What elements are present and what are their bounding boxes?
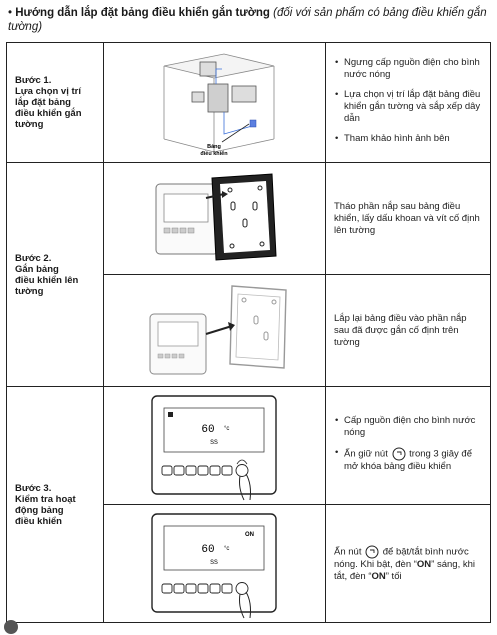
on-label: ON	[416, 558, 432, 570]
control-panel-on-diagram	[104, 506, 324, 622]
attach-panel-diagram	[104, 276, 324, 386]
step-2a-image	[104, 163, 326, 275]
step-3-line: Kiểm tra hoạt	[15, 493, 76, 505]
step-2-row-a	[7, 163, 491, 275]
bullet-text: trong 3 giây để mở khóa bảng điều khiển	[344, 448, 472, 472]
step-1-bullet: • Tham khảo hình ảnh bên	[344, 133, 484, 145]
header-title: Hướng dẫn lắp đặt bảng điều khiển gắn tường	[15, 7, 270, 19]
step-3-bullet	[344, 447, 484, 473]
heater-location-diagram	[104, 44, 324, 162]
step-2-line: điều khiển lên	[15, 274, 79, 286]
diagram-label-line: điều khiển	[200, 150, 228, 157]
footer-circle-icon	[4, 620, 18, 634]
step-2-title: Bước 2.	[15, 252, 52, 264]
step-3-title: Bước 3.	[15, 482, 52, 494]
step-2-label	[7, 163, 104, 387]
step-2b-image	[104, 275, 326, 387]
step-1-line: Lựa chọn vị trí	[15, 86, 81, 97]
lock-icon	[168, 412, 173, 417]
step-2-line: tường	[15, 285, 44, 297]
header-bullet: •	[8, 7, 13, 19]
installation-guide-table	[6, 42, 491, 623]
step-1-image	[104, 43, 326, 163]
display-on-indicator: ON	[245, 531, 254, 538]
step-1-bullet: • Lựa chọn vị trí lắp đặt bảng điều khiển gắn tường và sắp xếp dây dẫn	[344, 89, 484, 125]
step-3-line: động bảng	[15, 504, 64, 516]
step-1-line: lắp đặt bảng	[15, 97, 71, 108]
remove-back-cover-diagram	[104, 164, 324, 274]
step-3a-image	[104, 387, 326, 505]
step-1-line: điều khiển gắn	[15, 108, 82, 119]
step-1-instructions	[326, 43, 491, 163]
row-text: ” sáng, khi tắt, đèn “	[334, 558, 475, 582]
step-3-label	[7, 387, 104, 623]
row-text: để bật/tắt bình nước nóng. Khi bật, đèn “	[334, 546, 469, 570]
step-1-label	[7, 43, 104, 163]
diagram-label-line: Bảng	[207, 143, 221, 150]
step-1-row	[7, 43, 491, 163]
on-label: ON	[371, 570, 386, 582]
step-2a-text: Tháo phần nắp sau bảng điều khiển, lấy dấu khoan và vít cố định lên tường	[326, 163, 491, 275]
step-1-title: Bước 1.	[15, 75, 52, 86]
header-subtitle: (đối với sản phẩm có bảng điều khiển gắn tường)	[8, 7, 487, 33]
display-temperature: 60	[201, 543, 215, 556]
control-panel-unlock-diagram	[104, 388, 324, 504]
power-button-icon	[391, 447, 407, 461]
power-button-icon	[364, 545, 380, 559]
row-text: Ấn nút	[334, 546, 362, 558]
step-3b-text	[326, 505, 491, 623]
step-3-row-a	[7, 387, 491, 505]
display-sub: SS	[210, 558, 218, 566]
display-unit: °c	[224, 545, 230, 552]
step-3-bullet: • Cấp nguồn điện cho bình nước nóng	[344, 415, 484, 439]
display-sub: SS	[210, 438, 218, 446]
step-1-bullet: • Ngưng cấp nguồn điện cho bình nước nóng	[344, 57, 484, 81]
step-3b-image	[104, 505, 326, 623]
step-2-line: Gắn bảng	[15, 263, 59, 275]
step-3a-instructions	[326, 387, 491, 505]
display-unit: °c	[224, 425, 230, 432]
bullet-text: Ấn giữ nút	[344, 448, 388, 460]
section-header	[8, 6, 488, 34]
display-temperature: 60	[201, 423, 215, 436]
step-1-line: tường	[15, 119, 44, 130]
step-3-line: điều khiển	[15, 515, 62, 527]
step-2b-text: Lắp lại bảng điều vào phần nắp sau đã được gắn cố định trên tường	[326, 275, 491, 387]
row-text: ” tối	[385, 570, 402, 582]
